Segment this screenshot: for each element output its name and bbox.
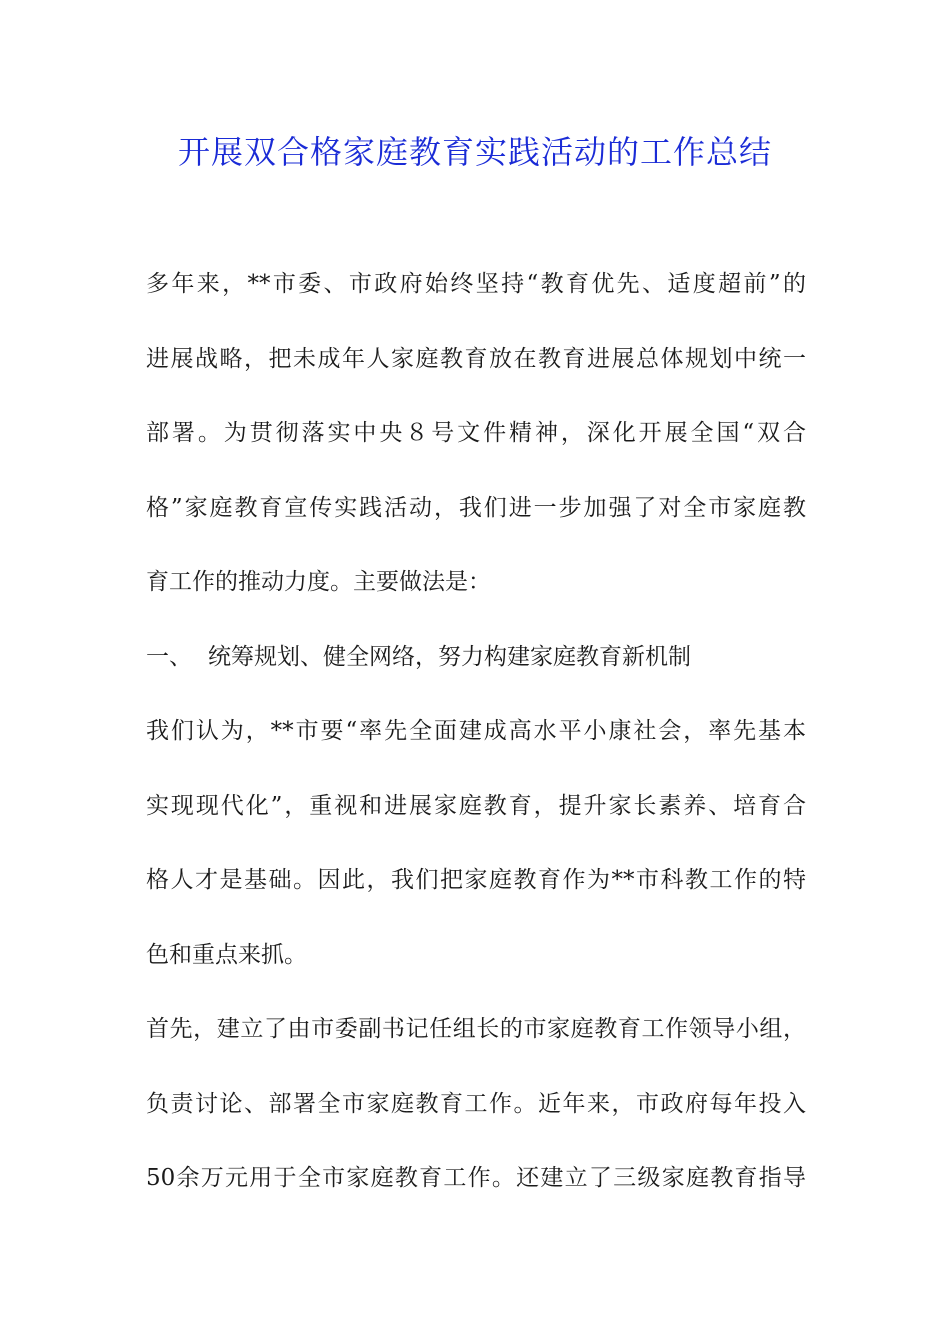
section-heading-text: 统筹规划、健全网络，努力构建家庭教育新机制 bbox=[208, 643, 691, 670]
paragraph-line: 育工作的推动力度。主要做法是： bbox=[146, 569, 491, 595]
paragraph-line: 多年来，**市委、市政府始终坚持“教育优先、适度超前”的 bbox=[146, 271, 806, 297]
paragraph-line: 格人才是基础。因此，我们把家庭教育作为**市科教工作的特 bbox=[146, 867, 806, 893]
paragraph-line: 我们认为，**市要“率先全面建成高水平小康社会，率先基本 bbox=[146, 718, 806, 744]
paragraph-line: 负责讨论、部署全市家庭教育工作。近年来，市政府每年投入 bbox=[146, 1090, 806, 1117]
paragraph-line: 50余万元用于全市家庭教育工作。还建立了三级家庭教育指导 bbox=[146, 1165, 806, 1191]
document-title: 开展双合格家庭教育实践活动的工作总结 bbox=[177, 133, 772, 171]
paragraph-line: 格”家庭教育宣传实践活动，我们进一步加强了对全市家庭教 bbox=[146, 494, 806, 521]
paragraph-line: 部署。为贯彻落实中央８号文件精神，深化开展全国“双合 bbox=[146, 420, 806, 446]
paragraph-line: 色和重点来抓。 bbox=[146, 941, 307, 968]
section-heading-number: 一、 bbox=[146, 643, 192, 670]
paragraph-line: 进展战略，把未成年人家庭教育放在教育进展总体规划中统一 bbox=[146, 345, 806, 372]
paragraph-line: 首先，建立了由市委副书记任组长的市家庭教育工作领导小组， bbox=[146, 1016, 806, 1042]
paragraph-line: 实现现代化”，重视和进展家庭教育，提升家长素养、培育合 bbox=[146, 792, 806, 819]
document-body bbox=[146, 262, 806, 1231]
section-heading bbox=[146, 635, 806, 710]
